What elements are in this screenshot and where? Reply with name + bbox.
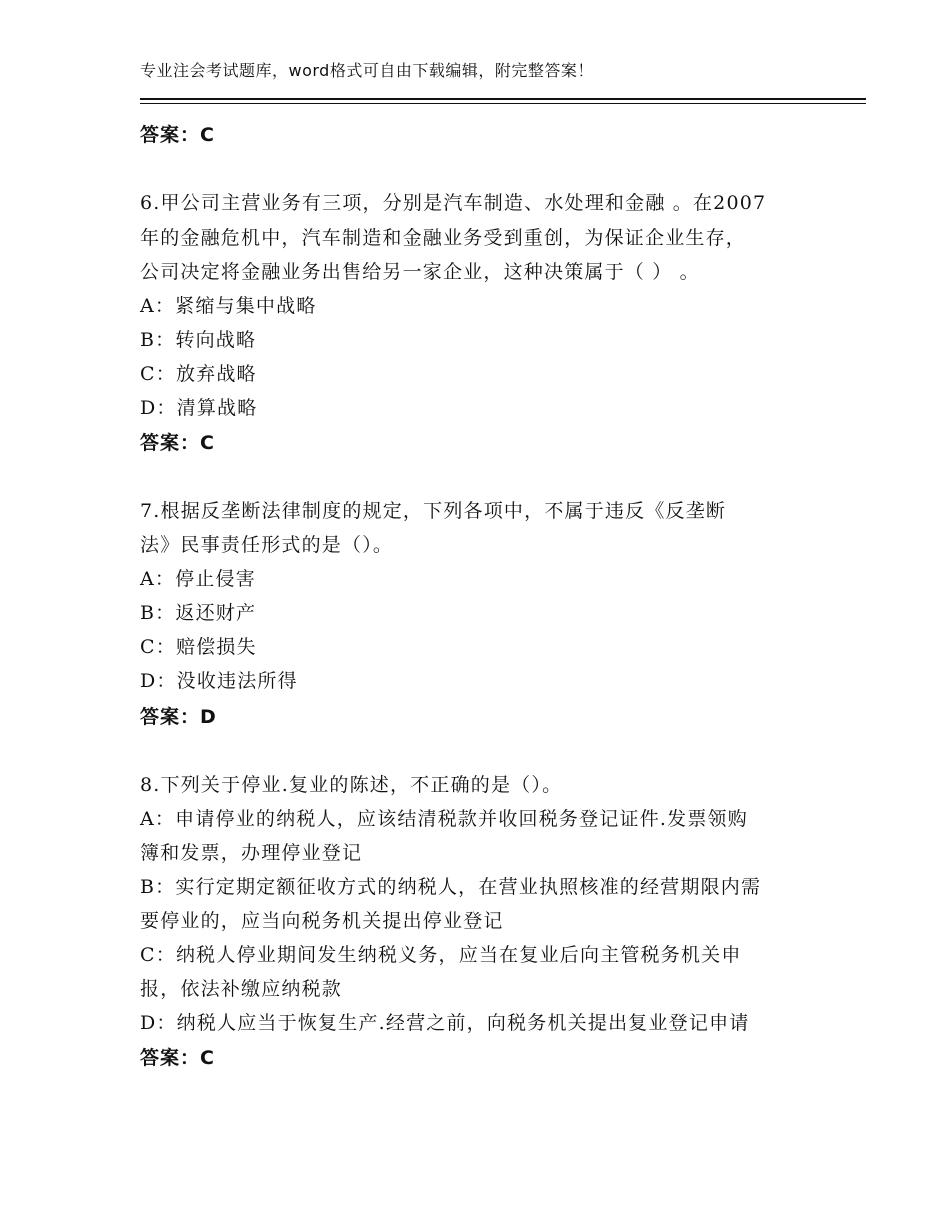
question-8-option-c-line-2: 报，依法补缴应纳税款 (140, 978, 343, 1000)
question-8-answer: 答案：C (140, 1047, 215, 1069)
header-rule-thick (140, 98, 866, 100)
question-8-line-1: 8.下列关于停业.复业的陈述，不正确的是（）。 (140, 774, 563, 796)
question-6-option-a: A：紧缩与集中战略 (140, 295, 317, 317)
question-7-option-b: B：返还财产 (140, 602, 257, 624)
question-7-line-1: 7.根据反垄断法律制度的规定，下列各项中，不属于违反《反垄断 (140, 500, 727, 522)
page-header: 专业注会考试题库，word格式可自由下载编辑，附完整答案！ (140, 61, 594, 80)
question-7-line-2: 法》民事责任形式的是（）。 (140, 534, 394, 556)
question-8-option-c-line-1: C：纳税人停业期间发生纳税义务，应当在复业后向主管税务机关申 (140, 944, 742, 966)
question-7-option-d: D：没收违法所得 (140, 670, 298, 692)
question-7-option-a: A：停止侵害 (140, 568, 256, 590)
question-7-option-c: C：赔偿损失 (140, 636, 257, 658)
question-8-option-a-line-1: A：申请停业的纳税人，应该结清税款并收回税务登记证件.发票领购 (140, 808, 748, 830)
question-6-answer: 答案：C (140, 432, 215, 454)
question-8-option-b-line-1: B：实行定期定额征收方式的纳税人，在营业执照核准的经营期限内需 (140, 876, 762, 898)
answer-top: 答案：C (140, 124, 215, 146)
question-6-line-1: 6.甲公司主营业务有三项，分别是汽车制造、水处理和金融 。在2007 (140, 192, 767, 214)
question-6-line-3: 公司决定将金融业务出售给另一家企业，这种决策属于（ ） 。 (140, 261, 700, 283)
question-6-line-2: 年的金融危机中，汽车制造和金融业务受到重创，为保证企业生存， (140, 227, 747, 249)
question-8-option-b-line-2: 要停业的，应当向税务机关提出停业登记 (140, 910, 504, 932)
question-6-option-b: B：转向战略 (140, 329, 257, 351)
question-6-option-d: D：清算战略 (140, 397, 258, 419)
question-8-option-a-line-2: 簿和发票，办理停业登记 (140, 842, 363, 864)
question-8-option-d: D：纳税人应当于恢复生产.经营之前，向税务机关提出复业登记申请 (140, 1012, 750, 1034)
header-rule-thin (140, 103, 866, 104)
question-6-option-c: C：放弃战略 (140, 363, 257, 385)
question-7-answer: 答案：D (140, 706, 217, 728)
